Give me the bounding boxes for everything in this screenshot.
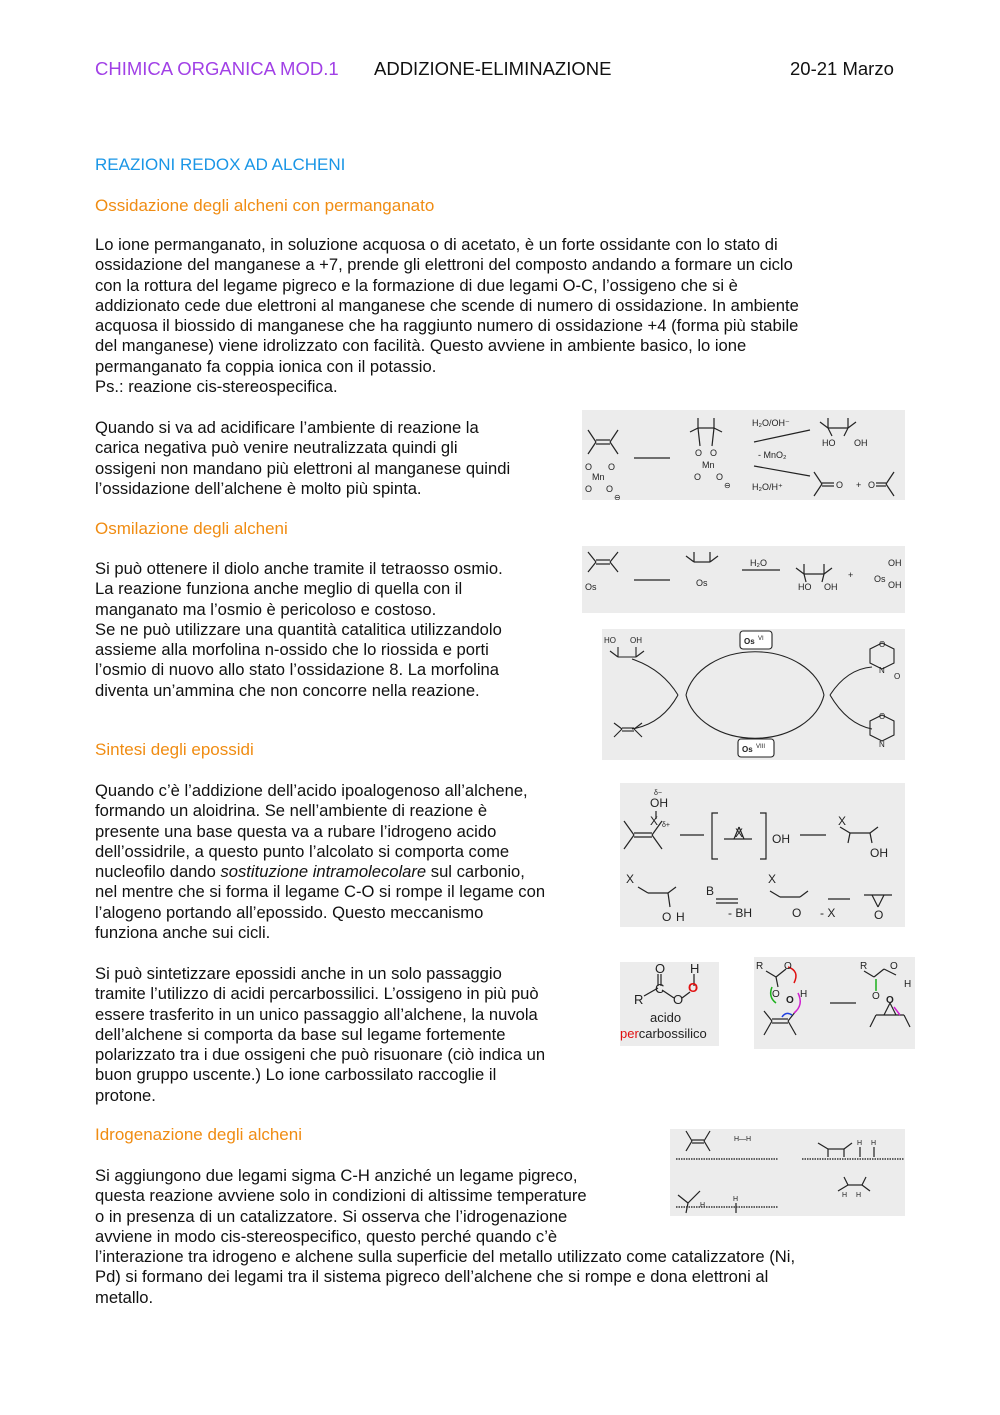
svg-text:C: C: [655, 981, 665, 996]
section-title-idrogenazione: Idrogenazione degli alcheni: [95, 1125, 302, 1144]
svg-text:OH: OH: [888, 580, 902, 590]
svg-text:acido: acido: [650, 1010, 682, 1025]
svg-text:O: O: [673, 992, 684, 1007]
svg-text:B: B: [706, 884, 715, 898]
paragraph-osmilazione: Si può ottenere il diolo anche tramite il tetraosso osmio. La reazione funziona anche meglio di quella con il manganato ma l’osmio è pericoloso e costoso. Se ne può utilizzare una quantità catalitica utilizzandolo assieme alla morfolina n-ossido che lo riossida e porti l’osmio di nuovo allo stato l’ossidazione 8. La morfolina diventa un’ammina che non concorre nella reazione.: [95, 559, 503, 700]
svg-text:percarbossilico: percarbossilico: [620, 1026, 707, 1041]
svg-text:- X: - X: [820, 906, 836, 920]
svg-text:H—H: H—H: [734, 1136, 752, 1143]
paragraph-epossidi-percarbossilici: Si può sintetizzare epossidi anche in un solo passaggio tramite l’utilizzo di acidi percarbossilici. L’ossigeno in più può essere trasferito in un unico passaggio all’alchene, la nuvola dell’alchene si comporta da base sul legame fortemente polarizzato tra i due ossigeni che può risuonare (ciò indica un buon gruppo uscente.) Lo ione carbossilato raccoglie il protone.: [95, 964, 546, 1105]
svg-text:X: X: [650, 814, 659, 828]
svg-text:OH: OH: [854, 438, 868, 448]
svg-text:OH: OH: [772, 832, 790, 846]
svg-text:O: O: [879, 640, 886, 649]
svg-text:Mn: Mn: [702, 460, 715, 470]
svg-text:O: O: [585, 484, 593, 494]
svg-text:O: O: [772, 989, 780, 1000]
svg-text:O: O: [784, 961, 792, 972]
svg-text:O: O: [836, 480, 844, 490]
svg-text:OH: OH: [630, 636, 642, 645]
svg-text:OH: OH: [888, 558, 902, 568]
svg-text:O: O: [710, 448, 718, 458]
svg-text:R: R: [756, 961, 764, 972]
svg-text:+: +: [856, 480, 862, 490]
svg-text:O: O: [890, 961, 898, 972]
svg-text:Os: Os: [742, 745, 753, 754]
svg-text:VI: VI: [758, 636, 764, 642]
permanganate-reaction-figure: [582, 410, 905, 500]
svg-text:⊖: ⊖: [614, 493, 621, 500]
svg-text:O: O: [879, 712, 886, 721]
svg-text:H: H: [676, 910, 685, 924]
svg-text:H: H: [904, 979, 912, 990]
svg-text:R: R: [860, 961, 868, 972]
svg-text:HO: HO: [798, 582, 812, 592]
paragraph-epossidi-aloidrina: Quando c’è l’addizione dell’acido ipoalogenoso all’alchene, formando un aloidrina. Se nell’ambiente di reazione è presente una base questa va a rubare l’idrogeno acido dell’ossidrile, a questo punto l’alcolato si comporta come nucleofilo dando sostituzione intramolecolare sul carbonio, nel mentre che si forma il legame C-O si rompe il legame con l’alogeno portando all’epossido. Questo meccanismo funziona anche sui cicli.: [95, 781, 546, 943]
osmium-catalytic-cycle-figure: [602, 629, 905, 760]
svg-text:H: H: [857, 1140, 863, 1147]
osmium-reaction-figure: [582, 546, 905, 613]
svg-text:H: H: [842, 1192, 848, 1199]
svg-text:- BH: - BH: [728, 906, 752, 920]
svg-text:H₂O/H⁺: H₂O/H⁺: [752, 482, 783, 492]
svg-text:Os: Os: [874, 574, 886, 584]
svg-text:O: O: [608, 462, 616, 472]
svg-text:X: X: [626, 872, 635, 886]
svg-text:O: O: [694, 472, 702, 482]
topic-title: ADDIZIONE-ELIMINAZIONE: [374, 58, 612, 79]
peracid-mechanism-figure: [754, 957, 915, 1049]
section-title-osmilazione: Osmilazione degli alcheni: [95, 519, 288, 538]
course-title: CHIMICA ORGANICA MOD.1: [95, 58, 339, 79]
main-title: REAZIONI REDOX AD ALCHENI: [95, 155, 346, 174]
svg-text:H₂O/OH⁻: H₂O/OH⁻: [752, 418, 790, 428]
svg-text:O: O: [868, 480, 876, 490]
svg-text:H₂O: H₂O: [750, 558, 767, 568]
svg-text:O: O: [655, 962, 666, 976]
svg-text:Os: Os: [585, 582, 597, 592]
svg-text:H: H: [800, 989, 808, 1000]
svg-text:- MnO₂: - MnO₂: [758, 450, 787, 460]
svg-text:O: O: [872, 991, 880, 1002]
svg-text:Os: Os: [744, 637, 755, 646]
svg-text:O: O: [716, 472, 724, 482]
svg-text:OH: OH: [650, 796, 668, 810]
svg-text:H: H: [856, 1192, 862, 1199]
svg-text:O: O: [585, 462, 593, 472]
svg-text:O: O: [886, 995, 894, 1006]
svg-text:O: O: [688, 980, 699, 995]
svg-text:O: O: [792, 906, 802, 920]
svg-text:VIII: VIII: [756, 744, 766, 750]
peracid-figure: [620, 962, 719, 1046]
svg-text:HO: HO: [822, 438, 836, 448]
svg-text:O: O: [894, 672, 901, 681]
paragraph-permanganato: Lo ione permanganato, in soluzione acquosa o di acetato, è un forte ossidante con lo stato di ossidazione del manganese a +7, prende gli elettroni del composto andando a formare un ciclo con la rottura del legame pigreco e la formazione di due legami O-C, l’ossigeno che si è addizionato cede due elettroni al manganese che scende di numero di ossidazione. In ambiente acquosa il biossido di manganese che ha raggiunto numero di ossidazione +4 (forma più stabile del manganese) viene idrolizzato con facilità. Questo avviene in ambiente basico, lo ione permanganato fa coppia ionica con il potassio. Ps.: reazione cis-stereospecifica.: [95, 235, 799, 397]
svg-text:O: O: [695, 448, 703, 458]
paragraph-idrogenazione: Si aggiungono due legami sigma C-H anziché un legame pigreco, questa reazione avviene solo in condizioni di altissime temperature o in presenza di un catalizzatore. Si osserva che l’idrogenazione avviene in modo cis-stereospecifico, questo perché quando c’è l’interazione tra idrogeno e alchene sulla superficie del metallo utilizzato come catalizzatore (Ni, Pd) si formano dei legami tra il sistema pigreco dell’alchene che si rompe e dona elettroni al metallo.: [95, 1166, 796, 1307]
svg-text:X: X: [838, 814, 847, 828]
svg-text:H: H: [690, 962, 700, 976]
svg-text:Os: Os: [696, 578, 708, 588]
svg-text:δ−: δ−: [654, 790, 662, 797]
svg-text:H: H: [871, 1140, 877, 1147]
svg-text:O: O: [874, 908, 884, 922]
section-title-epossidi: Sintesi degli epossidi: [95, 740, 254, 759]
svg-text:δ+: δ+: [662, 822, 670, 829]
svg-text:⊖: ⊖: [724, 481, 731, 490]
section-title-permanganato: Ossidazione degli alcheni con permanganato: [95, 196, 435, 215]
svg-text:OH: OH: [824, 582, 838, 592]
svg-text:X: X: [768, 872, 777, 886]
svg-text:X: X: [735, 826, 744, 840]
svg-text:H: H: [733, 1196, 739, 1203]
svg-text:HO: HO: [604, 636, 616, 645]
header-date: 20-21 Marzo: [790, 58, 894, 79]
svg-text:N: N: [879, 740, 885, 749]
svg-text:Mn: Mn: [592, 472, 605, 482]
svg-text:O: O: [786, 995, 794, 1006]
svg-text:N: N: [879, 666, 885, 675]
halohydrin-epoxide-figure: [620, 783, 905, 927]
svg-text:H: H: [700, 1202, 706, 1209]
italic-term: sostituzione intramolecolare: [220, 862, 427, 882]
svg-text:O: O: [662, 910, 672, 924]
paragraph-acidificazione: Quando si va ad acidificare l’ambiente di reazione la carica negativa può venire neutralizzata quindi gli ossigeni non mandano più elettroni al manganese quindi l’ossidazione dell’alchene è molto più spinta.: [95, 418, 511, 498]
svg-text:OH: OH: [870, 846, 888, 860]
svg-text:R: R: [634, 992, 644, 1007]
svg-text:+: +: [848, 570, 854, 580]
svg-text:O: O: [606, 484, 614, 494]
